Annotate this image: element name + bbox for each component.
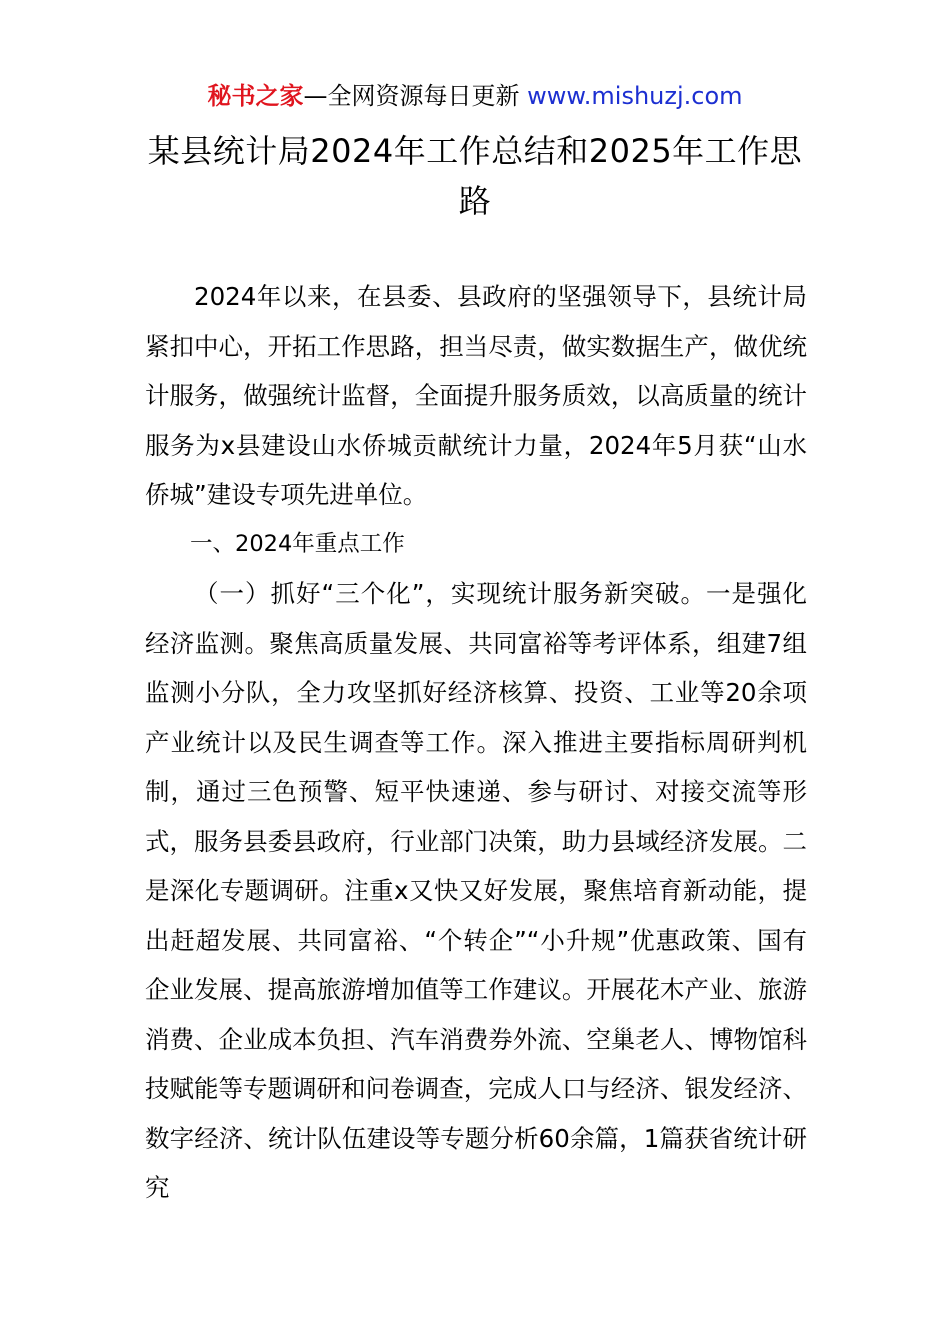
header-tagline: —全网资源每日更新 — [303, 82, 528, 110]
site-url-link[interactable]: www.mishuzj.com — [527, 82, 743, 110]
section-heading: 一、2024年重点工作 — [190, 530, 405, 557]
intro-paragraph: 2024年以来，在县委、县政府的坚强领导下，县统计局紧扣中心，开拓工作思路，担当尽责，做实数据生产，做优统计服务，做强统计监督，全面提升服务质效，以高质量的统计服务为x县建设山水侨城贡献统计力量，2024年5月获“山水侨城”建设专项先进单位。 — [145, 282, 807, 509]
document-body — [145, 272, 807, 1213]
brand-name: 秘书之家 — [207, 82, 304, 110]
site-header — [0, 80, 950, 112]
document-title: 某县统计局2024年工作总结和2025年工作思路 — [147, 132, 803, 220]
body-paragraph: （一）抓好“三个化”，实现统计服务新突破。一是强化经济监测。聚焦高质量发展、共同富裕等考评体系，组建7组监测小分队，全力攻坚抓好经济核算、投资、工业等20余项产业统计以及民生调查等工作。深入推进主要指标周研判机制，通过三色预警、短平快速递、参与研讨、对接交流等形式，服务县委县政府，行业部门决策，助力县域经济发展。二是深化专题调研。注重x又快又好发展，聚焦培育新动能，提出赶超发展、共同富裕、“个转企”“小升规”优惠政策、国有企业发展、提高旅游增加值等工作建议。开展花木产业、旅游消费、企业成本负担、汽车消费券外流、空巢老人、博物馆科技赋能等专题调研和问卷调查，完成人口与经济、银发经济、数字经济、统计队伍建设等专题分析60余篇，1篇获省统计研究 — [145, 579, 807, 1202]
